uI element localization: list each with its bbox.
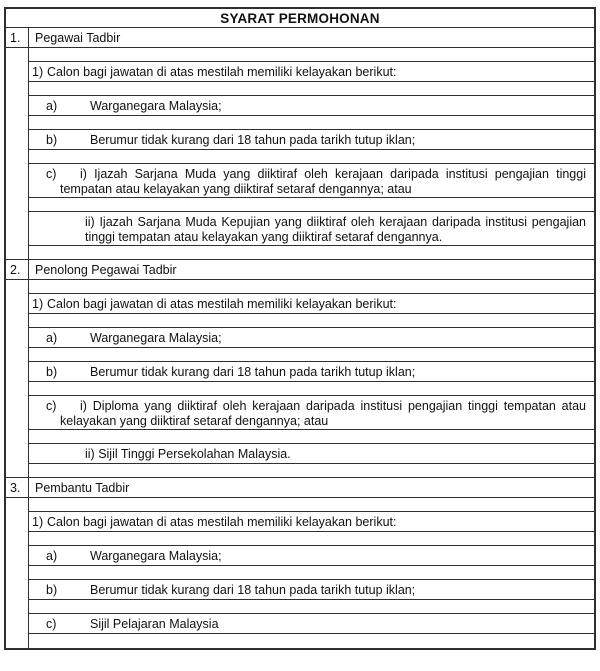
- item-text: Berumur tidak kurang dari 18 tahun pada tarikh tutup iklan;: [90, 133, 416, 147]
- section-2-number: 2.: [6, 260, 29, 279]
- table-title: SYARAT PERMOHONAN: [220, 11, 380, 26]
- section-2-item-c2-row: [6, 444, 594, 464]
- item-text: Berumur tidak kurang dari 18 tahun pada tarikh tutup iklan;: [90, 583, 416, 597]
- item-text: ii) Ijazah Sarjana Muda Kepujian yang diiktiraf oleh kerajaan daripada institusi pengajian tinggi tempatan atau kelayakan yang diiktiraf setaraf dengannya.: [85, 215, 586, 244]
- section-3-item-b-row: [6, 580, 594, 600]
- item-label: b): [46, 365, 58, 379]
- item-label: a): [46, 549, 58, 563]
- section-2-intro-row: [6, 294, 594, 314]
- item-label: a): [46, 331, 58, 345]
- spacer-row: [6, 566, 594, 580]
- spacer-row: [6, 198, 594, 212]
- section-2-item-c-row: [6, 396, 594, 430]
- spacer-row: [6, 382, 594, 396]
- spacer-row: [6, 634, 594, 648]
- item-text: i) Diploma yang diiktiraf oleh kerajaan daripada institusi pengajian tinggi tempatan atau kelayakan yang diiktiraf setaraf dengannya; atau: [60, 399, 586, 428]
- intro-label: 1): [32, 65, 44, 79]
- section-1-item-a-row: [6, 96, 594, 116]
- item-text: Berumur tidak kurang dari 18 tahun pada tarikh tutup iklan;: [90, 365, 416, 379]
- spacer-row: [6, 280, 594, 294]
- item-label: b): [46, 583, 58, 597]
- section-2-item-b-row: [6, 362, 594, 382]
- section-3-item-c-row: [6, 614, 594, 634]
- item-label: b): [46, 133, 58, 147]
- spacer-row: [6, 150, 594, 164]
- item-text: Warganegara Malaysia;: [90, 99, 222, 113]
- intro-label: 1): [32, 297, 44, 311]
- spacer-row: [6, 498, 594, 512]
- section-3-title: Pembantu Tadbir: [35, 481, 130, 495]
- intro-label: 1): [32, 515, 44, 529]
- table-header-row: [6, 9, 594, 28]
- spacer-row: [6, 246, 594, 260]
- section-1-item-b-row: [6, 130, 594, 150]
- section-2-title: Penolong Pegawai Tadbir: [35, 263, 177, 277]
- intro-text: Calon bagi jawatan di atas mestilah memiliki kelayakan berikut:: [47, 297, 397, 311]
- item-label: c): [46, 399, 57, 413]
- section-2-title-row: [6, 260, 594, 280]
- section-3-intro-row: [6, 512, 594, 532]
- item-text: Warganegara Malaysia;: [90, 549, 222, 563]
- item-text: Warganegara Malaysia;: [90, 331, 222, 345]
- requirements-table: [4, 7, 596, 650]
- section-1-item-c-row: [6, 164, 594, 198]
- item-label: a): [46, 99, 58, 113]
- spacer-row: [6, 116, 594, 130]
- section-1-number: 1.: [6, 28, 29, 47]
- section-3-title-row: [6, 478, 594, 498]
- section-3-number: 3.: [6, 478, 29, 497]
- section-1-title: Pegawai Tadbir: [35, 31, 121, 45]
- section-1-intro-row: [6, 62, 594, 82]
- spacer-row: [6, 430, 594, 444]
- spacer-row: [6, 464, 594, 478]
- spacer-row: [6, 82, 594, 96]
- section-1-item-c2-row: [6, 212, 594, 246]
- spacer-row: [6, 348, 594, 362]
- spacer-row: [6, 600, 594, 614]
- item-label: c): [46, 167, 57, 181]
- intro-text: Calon bagi jawatan di atas mestilah memiliki kelayakan berikut:: [47, 515, 397, 529]
- item-text: Sijil Pelajaran Malaysia: [90, 617, 219, 631]
- item-label: c): [46, 617, 57, 631]
- intro-text: Calon bagi jawatan di atas mestilah memiliki kelayakan berikut:: [47, 65, 397, 79]
- item-text: i) Ijazah Sarjana Muda yang diiktiraf oleh kerajaan daripada institusi pengajian tinggi tempatan atau kelayakan yang diiktiraf setaraf dengannya; atau: [60, 167, 586, 196]
- item-text: ii) Sijil Tinggi Persekolahan Malaysia.: [85, 447, 291, 461]
- spacer-row: [6, 532, 594, 546]
- spacer-row: [6, 48, 594, 62]
- section-1-title-row: [6, 28, 594, 48]
- section-2-item-a-row: [6, 328, 594, 348]
- spacer-row: [6, 314, 594, 328]
- section-3-item-a-row: [6, 546, 594, 566]
